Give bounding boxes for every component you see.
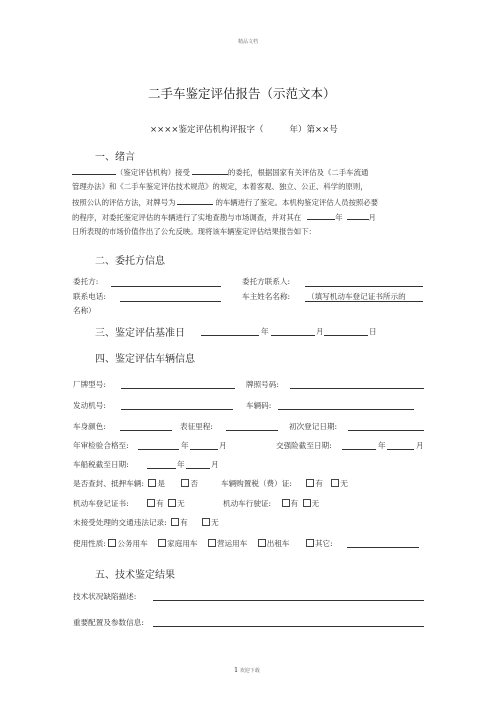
checkbox[interactable] (282, 499, 290, 507)
reg-cert-none[interactable] (168, 499, 185, 508)
plate-field[interactable] (290, 388, 424, 389)
owner-label: 车主姓名名称: (242, 292, 291, 301)
brand-label: 厂牌型号: (73, 380, 106, 389)
intro-text: 月 (368, 213, 376, 222)
purchase-tax-has[interactable] (306, 479, 323, 488)
insure-month-field[interactable] (387, 449, 414, 450)
intro-text: 的委托，根据国家有关评估及《二手车流通 (227, 168, 369, 177)
purchase-tax-label: 车辆购置税（费）证: (221, 479, 292, 488)
checkbox[interactable] (158, 539, 166, 547)
insure-label: 交强险截至日期: (276, 441, 332, 450)
option-label: 家庭用车 (167, 539, 198, 548)
driving-lic-label: 机动车行驶证: (223, 499, 272, 508)
defect-label: 技术状况缺陷描述: (73, 592, 137, 601)
usage-option[interactable] (108, 539, 147, 548)
header-tag: 精品文档 (238, 39, 259, 45)
option-label: 公务用车 (117, 539, 148, 548)
client-field[interactable] (111, 286, 221, 287)
insure-month-label: 月 (416, 441, 424, 450)
client-label: 委托方: (73, 277, 99, 286)
config-label: 重要配置及参数信息: (73, 618, 144, 627)
driving-lic-row (223, 498, 319, 509)
option-label: 其它: (314, 539, 333, 548)
driving-lic-none[interactable] (303, 499, 320, 508)
vin-field[interactable] (278, 409, 414, 410)
inspect-year-label: 年 (181, 441, 189, 450)
tax-year-field[interactable] (147, 468, 176, 469)
option-label: 无 (340, 479, 348, 488)
checkbox[interactable] (331, 479, 339, 487)
usage-option[interactable] (258, 539, 290, 548)
footer-tag: 欢迎下载 (239, 668, 260, 674)
report-number-year: 年）第××号 (289, 125, 338, 135)
mortgage-no[interactable] (181, 479, 198, 488)
option-label: 有 (180, 518, 188, 527)
reg-cert-label: 机动车登记证书: (73, 499, 129, 508)
phone-label: 联系电话: (73, 292, 106, 301)
tax-label: 车船税截至日期: (73, 460, 129, 469)
usage-option[interactable] (158, 539, 197, 548)
option-label: 无 (211, 518, 219, 527)
config-field[interactable] (153, 626, 424, 627)
plate-label: 牌照号码: (246, 380, 279, 389)
intro-line-5: 日所表现的市场价值作出了公允反映。现将该车辆鉴定评估结果报告如下： (72, 227, 316, 236)
usage-label: 使用性质: (73, 539, 106, 548)
violation-row (73, 517, 219, 528)
option-label: 无 (177, 499, 185, 508)
inspect-year-field[interactable] (138, 449, 179, 450)
engine-field[interactable] (121, 409, 233, 410)
option-label: 是 (157, 479, 165, 488)
first-reg-field[interactable] (348, 430, 424, 431)
option-label: 出租车 (266, 539, 290, 548)
checkbox[interactable] (303, 499, 311, 507)
brand-field[interactable] (121, 388, 235, 389)
inspect-label: 年审检验合格至: (73, 441, 129, 450)
mortgage-yes[interactable] (148, 479, 165, 488)
tax-month-label: 月 (211, 460, 219, 469)
violation-none[interactable] (202, 518, 219, 527)
basedate-day-label: 日 (369, 327, 377, 336)
insure-year-label: 年 (378, 441, 386, 450)
checkbox[interactable] (202, 518, 210, 526)
report-number-prefix: ××××鉴定评估机构评报字（ (150, 125, 264, 135)
intro-text: （鉴定评估机构）接受 (116, 168, 190, 177)
intro-text: 按照公认的评估方法，对牌号为 (72, 198, 176, 207)
option-label: 营运用车 (216, 539, 248, 548)
owner-field[interactable] (305, 301, 423, 302)
basedate-year-field[interactable] (201, 335, 259, 336)
defect-field[interactable] (153, 600, 424, 601)
odometer-label: 表征里程: (180, 422, 213, 431)
reg-cert-row (73, 498, 185, 509)
section-heading-client: 二、委托方信息 (95, 256, 165, 267)
violation-label: 未接受处理的交通违法记录: (73, 518, 167, 527)
basedate-year-label: 年 (261, 327, 269, 336)
phone-field[interactable] (120, 301, 221, 302)
intro-line-4 (72, 210, 376, 224)
basedate-month-label: 月 (316, 327, 324, 336)
org-blank[interactable] (72, 165, 116, 175)
driving-lic-has[interactable] (282, 499, 299, 508)
inspect-month-field[interactable] (190, 449, 218, 450)
document-title: 二手车鉴定评估报告（示范文本） (148, 86, 336, 101)
section-heading-vehicle: 四、鉴定评估车辆信息 (95, 354, 195, 365)
intro-line-1 (72, 165, 368, 179)
checkbox[interactable] (258, 539, 266, 547)
basedate-day-field[interactable] (324, 335, 368, 336)
intro-text: 的程序，对委托鉴定评估的车辆进行了实地查勘与市场调查，并对其在 (72, 213, 302, 222)
checkbox[interactable] (147, 499, 155, 507)
intro-line-2: 管理办法》和《二手车鉴定评估技术规范》的规定，本着客观、独立、公正、科学的原则， (72, 182, 368, 191)
vin-label: 车辆码: (246, 401, 272, 410)
violation-has[interactable] (171, 518, 188, 527)
option-label: 有 (315, 479, 323, 488)
tax-year-label: 年 (177, 460, 185, 469)
usage-row (73, 538, 333, 549)
option-label: 有 (156, 499, 164, 508)
client-contact-field[interactable] (305, 286, 423, 287)
option-label: 有 (290, 499, 299, 508)
basedate-month-field[interactable] (271, 335, 315, 336)
purchase-tax-none[interactable] (331, 479, 348, 488)
checkbox[interactable] (108, 539, 116, 547)
purchase-tax-row (221, 478, 348, 489)
checkbox[interactable] (306, 479, 314, 487)
plate-blank[interactable] (177, 195, 213, 205)
usage-option[interactable] (306, 539, 333, 548)
owner-hint-cont: 名称） (73, 306, 96, 315)
owner-hint: （填写机动车登记证书所示的 (307, 292, 406, 301)
section-heading-tech: 五、技术鉴定结果 (95, 570, 175, 581)
odometer-field[interactable] (226, 430, 278, 431)
inspect-month-label: 月 (219, 441, 227, 450)
checkbox[interactable] (148, 479, 156, 487)
mortgage-row (73, 478, 198, 489)
client-contact-label: 委托方联系人: (242, 277, 291, 286)
section-heading-basedate: 三、鉴定评估基准日 (95, 328, 185, 339)
checkbox[interactable] (171, 518, 179, 526)
page-footer (234, 666, 260, 674)
year-blank[interactable] (307, 210, 335, 220)
option-label: 否 (190, 479, 198, 488)
client-blank[interactable] (192, 165, 228, 175)
intro-text: 年 (335, 213, 343, 222)
first-reg-label: 初次登记日期: (289, 422, 338, 431)
checkbox[interactable] (208, 539, 216, 547)
checkbox[interactable] (168, 499, 176, 507)
option-label: 无 (311, 499, 320, 508)
engine-label: 发动机号: (73, 401, 106, 410)
reg-cert-has[interactable] (147, 499, 164, 508)
checkbox[interactable] (181, 479, 189, 487)
page-number: 1 (234, 666, 239, 674)
intro-text: 的车辆进行了鉴定。本机构鉴定评估人员按照必要 (215, 198, 379, 207)
color-field[interactable] (120, 430, 172, 431)
insure-year-field[interactable] (342, 449, 376, 450)
usage-option[interactable] (208, 539, 247, 548)
intro-line-3 (72, 195, 378, 209)
color-label: 车身颜色: (73, 422, 106, 431)
usage-other-field[interactable] (347, 547, 419, 548)
mortgage-label: 是否查封、抵押车辆: (73, 479, 144, 488)
checkbox[interactable] (306, 539, 314, 547)
month-blank[interactable] (347, 210, 369, 220)
section-heading-intro: 一、绪言 (95, 152, 135, 163)
tax-month-field[interactable] (186, 468, 210, 469)
report-number (150, 123, 338, 135)
